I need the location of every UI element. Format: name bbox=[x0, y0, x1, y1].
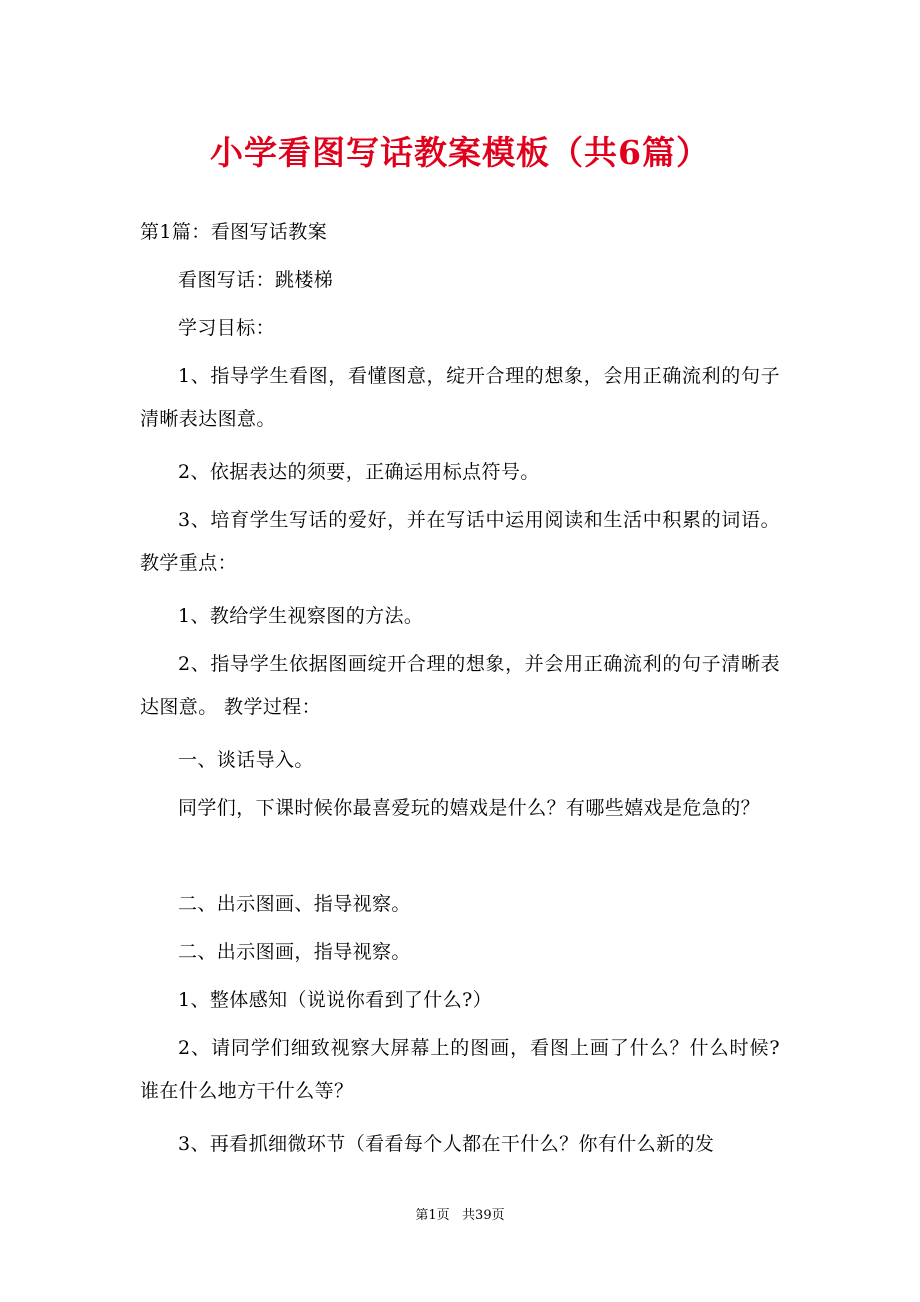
document-title: 小学看图写话教案模板（共6篇） bbox=[210, 133, 710, 172]
paragraph: 一、谈话导入。 bbox=[178, 749, 314, 771]
paragraph: 3、再看抓细微环节（看看每个人都在干什么？你有什么新的发 bbox=[178, 1133, 715, 1155]
page-footer: 第1页 共39页 bbox=[415, 1208, 505, 1223]
paragraph: 1、整体感知（说说你看到了什么?） bbox=[178, 989, 493, 1011]
paragraph: 2、依据表达的须要，正确运用标点符号。 bbox=[178, 461, 540, 483]
paragraph: 二、出示图画、指导视察。 bbox=[178, 893, 411, 915]
paragraph: 1、指导学生看图，看懂图意，绽开合理的想象，会用正确流利的句子清晰表达图意。 bbox=[140, 365, 780, 430]
paragraph: 3、培育学生写话的爱好，并在写话中运用阅读和生活中积累的词语。 教学重点： bbox=[140, 509, 780, 574]
paragraph: 2、指导学生依据图画绽开合理的想象，并会用正确流利的句子清晰表达图意。 教学过程： bbox=[140, 653, 780, 718]
section-heading: 第1篇：看图写话教案 bbox=[140, 221, 328, 243]
paragraph: 2、请同学们细致视察大屏幕上的图画，看图上画了什么？什么时候?谁在什么地方干什么等？ bbox=[140, 1037, 780, 1102]
paragraph: 1、教给学生视察图的方法。 bbox=[178, 605, 424, 627]
paragraph: 看图写话：跳楼梯 bbox=[178, 269, 334, 291]
paragraph: 同学们，下课时候你最喜爱玩的嬉戏是什么？有哪些嬉戏是危急的？ bbox=[178, 797, 761, 819]
paragraph: 二、出示图画，指导视察。 bbox=[178, 941, 411, 963]
paragraph: 学习目标： bbox=[178, 317, 276, 339]
